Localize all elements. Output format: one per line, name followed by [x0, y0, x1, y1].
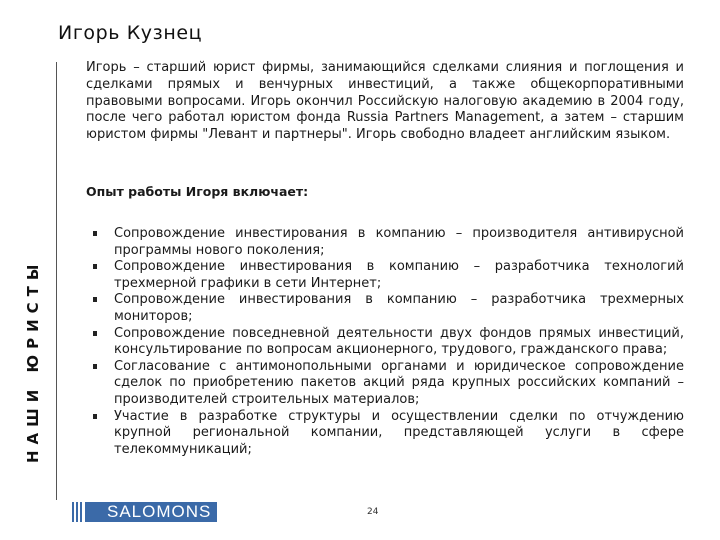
- bio-paragraph: Игорь – старший юрист фирмы, занимающийся сделками слияния и поглощения и сделками прямых и венчурных инвестиций, а также общекорпоративными правовыми вопросами. Игорь окончил Российскую налоговую академию в 2004 году, после чего работал юристом фонда Russia Partners Management, а затем – старшим юристом фирмы "Левант и партнеры". Игорь свободно владеет английским языком.: [86, 60, 684, 143]
- bullet-icon: [93, 331, 97, 336]
- list-item: [86, 409, 684, 459]
- logo-wordmark: SALOMONS: [85, 502, 217, 522]
- list-item: [86, 259, 684, 292]
- section-side-label: НАШИ ЮРИСТЫ: [24, 258, 42, 463]
- list-item-text: Сопровождение повседневной деятельности двух фондов прямых инвестиций, консультирование по вопросам акционерного, трудового, гражданского права;: [114, 325, 684, 358]
- bullet-icon: [93, 264, 97, 269]
- experience-heading: Опыт работы Игоря включает:: [86, 184, 309, 199]
- bullet-icon: [93, 231, 97, 236]
- logo-stripes: [72, 502, 82, 522]
- list-item-text: Сопровождение инвестирования в компанию – разработчика технологий трехмерной графики в сети Интернет;: [114, 259, 684, 291]
- page-title: Игорь Кузнец: [58, 22, 203, 44]
- bullet-icon: [93, 414, 97, 419]
- bullet-icon: [93, 297, 97, 302]
- vertical-divider: [56, 62, 57, 500]
- list-item-text: Согласование с антимонопольными органами и юридическое сопровождение сделок по приобретению пакетов акций ряда крупных российских компаний – производителей строительных материалов;: [114, 358, 684, 407]
- list-item-text: Сопровождение инвестирования в компанию – разработчика трехмерных мониторов;: [114, 292, 684, 324]
- list-item: [86, 359, 684, 409]
- list-item: [86, 226, 684, 259]
- list-item: [86, 326, 684, 359]
- bullet-icon: [93, 364, 97, 369]
- list-item: [86, 292, 684, 325]
- experience-list: [86, 226, 684, 458]
- page-number: 24: [367, 507, 379, 517]
- list-item-text: Участие в разработке структуры и осуществлении сделки по отчуждению крупной региональной компании, представляющей услуги в сфере телекоммуникаций;: [114, 408, 684, 457]
- list-item-text: Сопровождение инвестирования в компанию – производителя антивирусной программы нового поколения;: [114, 226, 684, 258]
- salomons-logo: [72, 502, 217, 522]
